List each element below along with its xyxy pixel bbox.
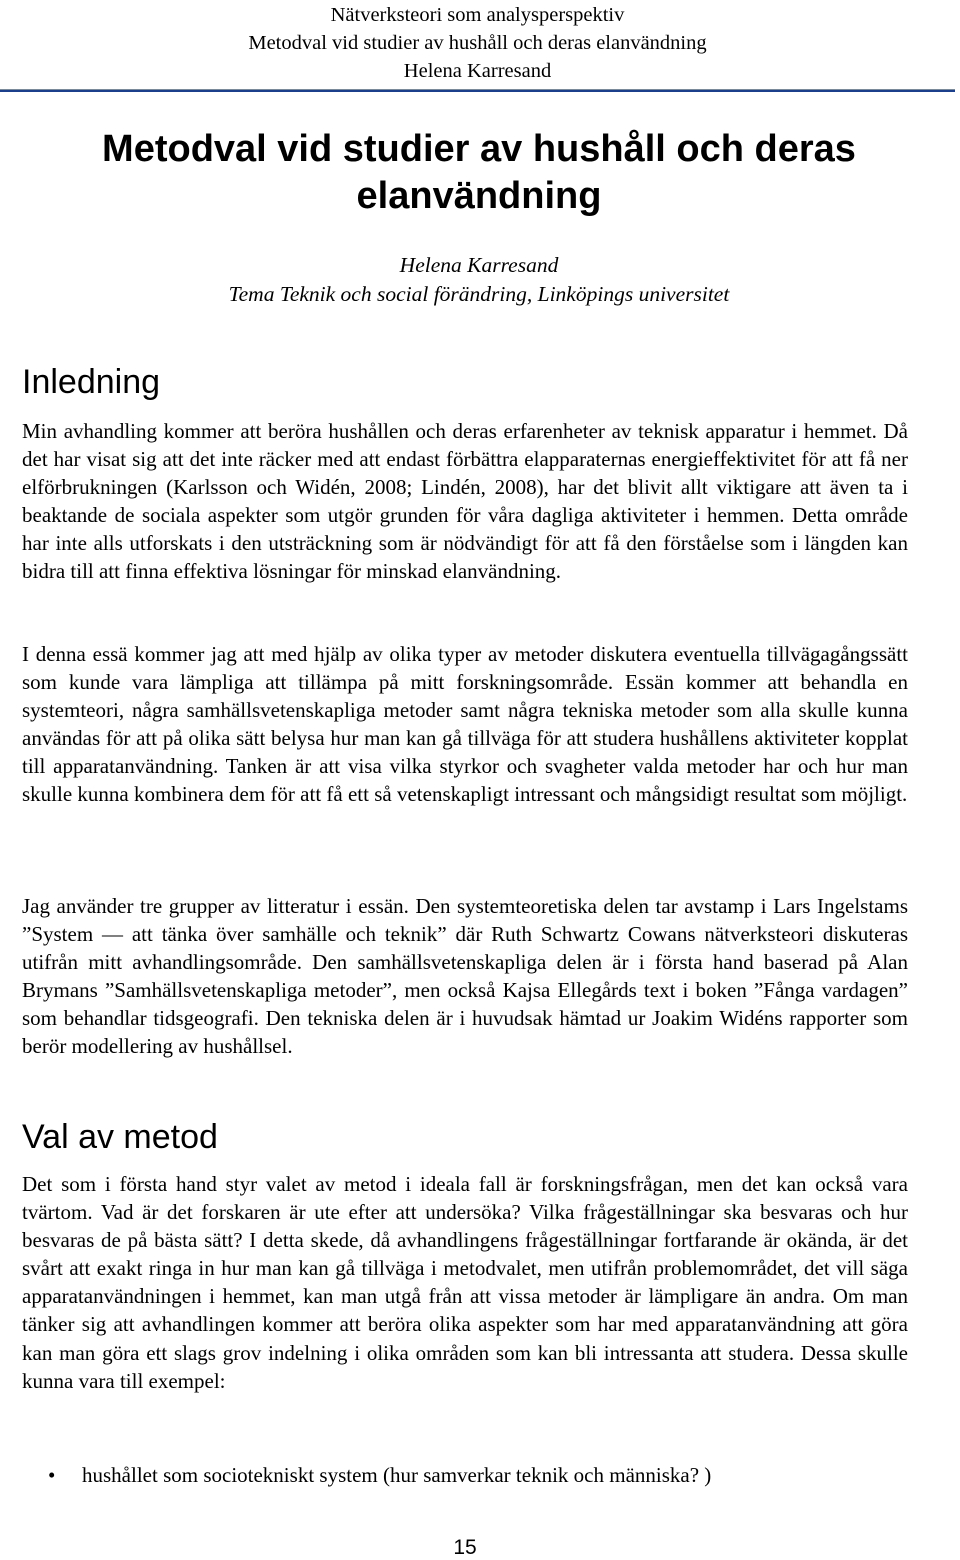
page-number: 15 xyxy=(453,1536,477,1559)
page-title-line-1: Metodval vid studier av hushåll och deras xyxy=(102,128,856,170)
bullet-icon: • xyxy=(48,1463,56,1487)
section-heading-inledning: Inledning xyxy=(22,363,161,401)
paragraph-inledning-1: Min avhandling kommer att beröra hushållen och deras erfarenheter av teknisk apparatur i hemmet. Då det har visat sig att det inte räcker med att endast förbättra elapparaternas energieffektivitet för att få ner elförbrukningen (Karlsson och Widén, 2008; Lindén, 2008), har det blivit allt viktigare att även ta i beaktande de sociala aspekter som utgör grunden för våra dagliga aktiviteter i hemmen. Detta område har inte alls utforskats i den utsträckning som är nödvändigt för att få den förståelse som i längden kan bidra till att finna effektiva lösningar för minskad elanvändning. xyxy=(22,419,908,584)
paragraph-val-av-metod-1: Det som i första hand styr valet av metod i ideala fall är forskningsfrågan, men det kan också vara tvärtom. Vad är det forskaren är ute efter att undersöka? Vilka frågeställningar ska besvaras och hur besvaras de på bästa sätt? I detta skede, då avhandlingens frågeställningar fortfarande är okända, är det svårt att exakt ringa in hur man kan gå tillväga i metodvalet, men utifrån problemområdet, det vill säga apparatanvändningen i hemmet, kan man utgå från att vissa metoder är lämpligare än andra. Om man tänker sig att avhandlingen kommer att beröra olika aspekter som har med apparatanvändning att göra kan man göra ett slags grov indelning i olika områden som kan bli intressanta att studera. Dessa skulle kunna vara till exempel: xyxy=(22,1172,908,1393)
header-rule xyxy=(0,89,955,92)
page-title-line-2: elanvändning xyxy=(356,175,602,217)
section-heading-val-av-metod: Val av metod xyxy=(22,1118,218,1156)
running-header-series: Nätverksteori som analysperspektiv xyxy=(330,4,625,26)
running-header xyxy=(0,0,955,85)
bullet-list xyxy=(48,1461,908,1489)
page-title xyxy=(24,126,934,220)
author-affiliation: Tema Teknik och social förändring, Linköpings universitet xyxy=(228,282,730,306)
list-item xyxy=(48,1461,908,1489)
running-header-author: Helena Karresand xyxy=(403,60,552,82)
list-item-text: hushållet som sociotekniskt system (hur samverkar teknik och människa? ) xyxy=(82,1463,712,1487)
paragraph-inledning-2: I denna essä kommer jag att med hjälp av olika typer av metoder diskutera eventuella tillvägagångssätt som kunde vara lämpliga att tillämpa på mitt forskningsområde. Essän kommer att behandla en systemteori, några samhällsvetenskapliga metoder samt några tekniska metoder som alla skulle kunna användas för att på olika sätt belysa hur man kan gå tillväga för att studera hushållens aktiviteter kopplat till apparatanvändning. Tanken är att visa vilka styrkor och svagheter valda metoder har och hur man skulle kunna kombinera dem för att få ett så vetenskapligt intressant och mångsidigt resultat som möjligt. xyxy=(22,642,908,807)
author-name: Helena Karresand xyxy=(399,253,559,277)
author-block xyxy=(24,251,934,309)
paragraph-inledning-3: Jag använder tre grupper av litteratur i essän. Den systemteoretiska delen tar avstamp i Lars Ingelstams ”System — att tänka över samhälle och teknik” där Ruth Schwartz Cowans nätverksteori diskuteras utifrån mitt avhandlingsområde. Den samhällsvetenskapliga delen är i första hand baserad på Alan Brymans ”Samhällsvetenskapliga metoder”, men också Kajsa Ellegårds text i boken ”Fånga vardagen” som behandlar tidsgeografi. Den tekniska delen är i huvudsak hämtad ur Joakim Widéns rapporter som berör modellering av hushållsel. xyxy=(22,894,908,1059)
running-header-title: Metodval vid studier av hushåll och deras elanvändning xyxy=(248,32,707,54)
